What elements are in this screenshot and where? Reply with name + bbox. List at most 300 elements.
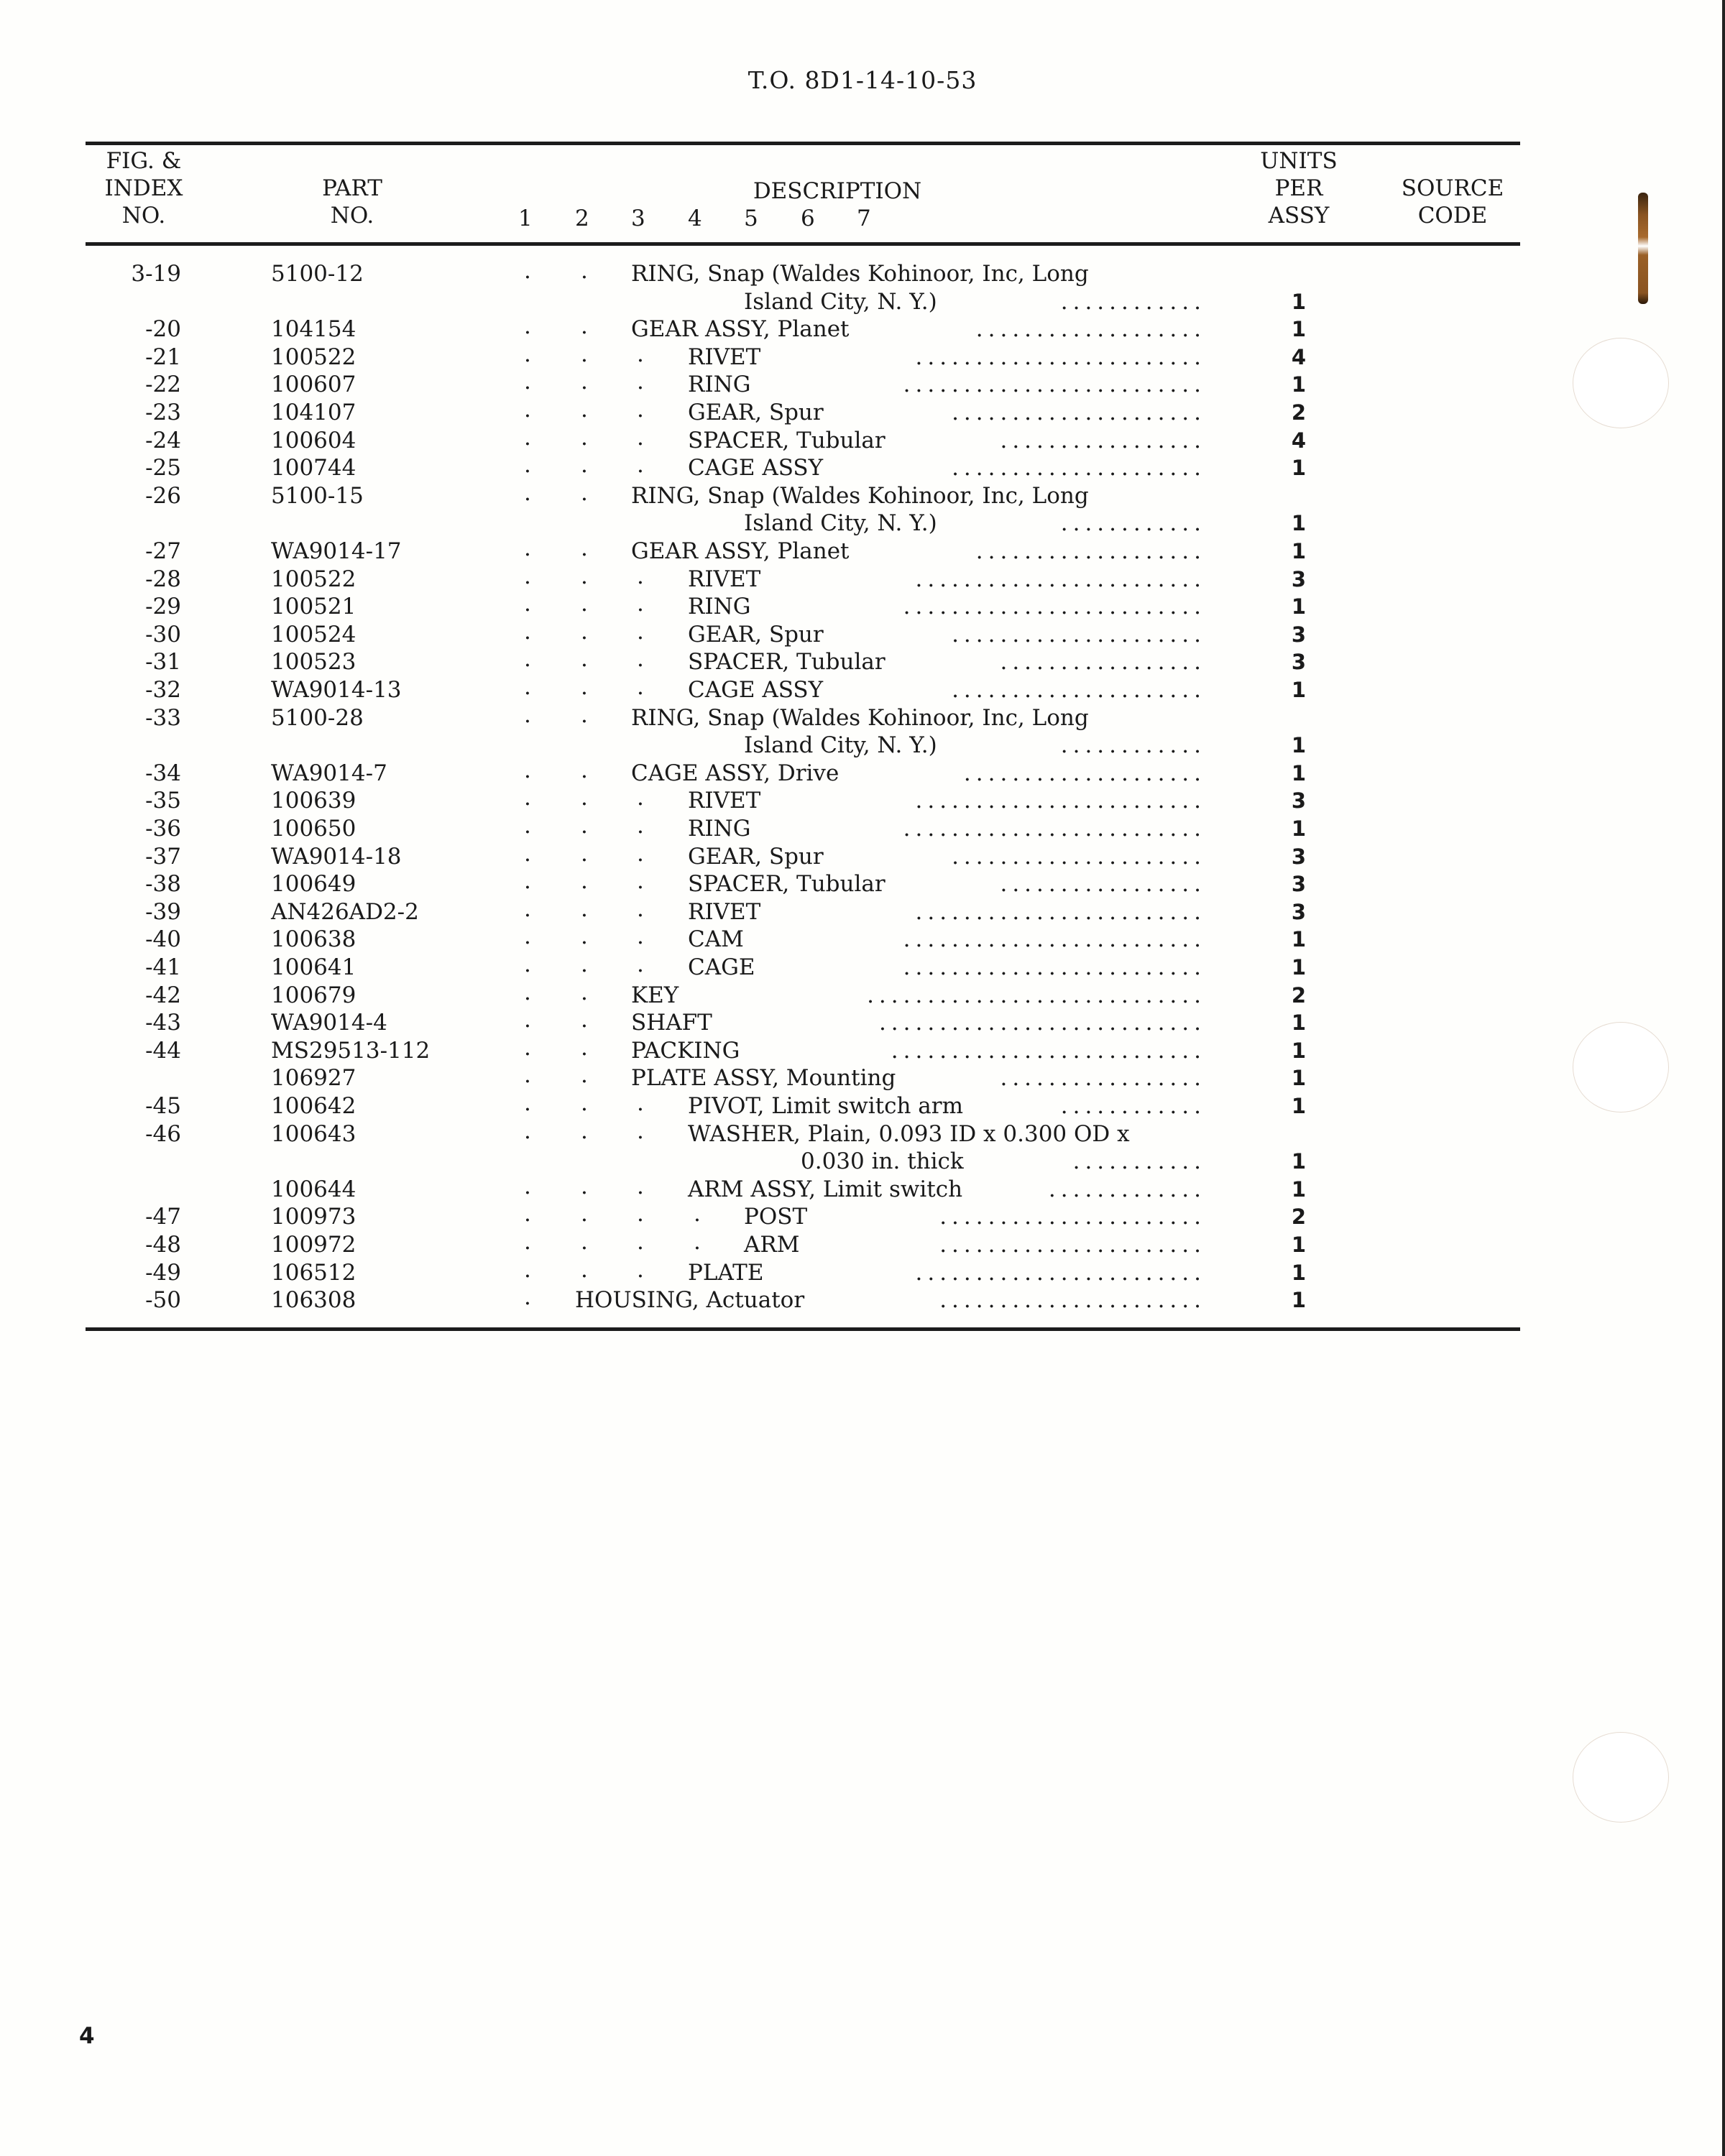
part-description: POST (744, 1204, 808, 1230)
indent-dot: . (637, 452, 644, 479)
part-number: 100607 (271, 372, 356, 398)
part-number: WA9014-18 (271, 843, 402, 870)
dot-leader: ........................ (915, 1259, 1206, 1286)
table-row (0, 870, 1725, 898)
indent-dot: . (581, 618, 588, 645)
fig-index-number: -21 (145, 344, 181, 370)
units-per-assy: 1 (1291, 1066, 1307, 1091)
fig-index-number: -24 (145, 427, 181, 453)
fig-index-number: -28 (145, 566, 181, 592)
indent-dot: . (637, 1090, 644, 1116)
header-line: NO. (121, 203, 166, 229)
indent-dot: . (524, 397, 531, 423)
indent-dot: . (524, 1229, 531, 1255)
fig-index-number: -48 (145, 1232, 181, 1258)
indent-dot: . (581, 868, 588, 895)
part-number: AN426AD2-2 (271, 898, 419, 925)
indent-dot: . (581, 424, 588, 451)
part-description: WASHER, Plain, 0.093 ID x 0.300 OD x (688, 1120, 1130, 1147)
header-line: ASSY (1268, 203, 1330, 229)
fig-index-number: -20 (145, 316, 181, 343)
fig-index-number: -45 (145, 1093, 181, 1119)
dot-leader: ........................... (878, 1010, 1206, 1036)
part-number: 100644 (271, 1176, 356, 1202)
fig-index-number: -46 (145, 1120, 181, 1147)
part-number: WA9014-13 (271, 677, 402, 703)
part-number: 100639 (271, 788, 356, 814)
indent-dot: . (637, 1229, 644, 1255)
part-number: 100679 (271, 982, 356, 1008)
indent-dot: . (637, 840, 644, 867)
dot-leader: ........................ (915, 788, 1206, 814)
units-per-assy: 3 (1291, 899, 1307, 924)
part-description: ARM (744, 1232, 800, 1258)
table-row (0, 701, 1725, 760)
dot-leader: ..................... (952, 677, 1206, 703)
dot-leader: ..................... (952, 400, 1206, 425)
fig-index-number: -47 (145, 1204, 181, 1230)
indent-dot: . (524, 258, 531, 284)
part-description: RIVET (688, 344, 761, 370)
indent-dot: . (581, 813, 588, 839)
dot-leader: ......................... (903, 594, 1206, 620)
dot-leader: ............ (1060, 1093, 1206, 1119)
part-number: 100641 (271, 954, 356, 980)
part-number: 104154 (271, 316, 356, 343)
indent-dot: . (524, 535, 531, 561)
header-line: SOURCE (1401, 175, 1504, 201)
table-row (0, 371, 1725, 399)
units-per-assy: 2 (1291, 982, 1307, 1008)
dot-leader: ............ (1060, 510, 1206, 537)
dot-leader: ..................... (952, 843, 1206, 870)
fig-index-number: -42 (145, 982, 181, 1008)
units-per-assy: 1 (1291, 955, 1307, 980)
indent-dot: . (637, 1256, 644, 1283)
units-per-assy: 1 (1291, 511, 1307, 536)
table-row (0, 618, 1725, 649)
part-description: PLATE ASSY, Mounting (631, 1065, 896, 1092)
indent-dot: . (581, 701, 588, 728)
indent-level-7: 7 (857, 206, 871, 231)
dot-leader: ........................ (915, 566, 1206, 592)
table-row (0, 840, 1725, 871)
table-row (0, 648, 1725, 676)
dot-leader: ......................... (903, 372, 1206, 398)
dot-leader: ........................ (915, 344, 1206, 370)
fig-index-number: -32 (145, 677, 181, 703)
units-per-assy: 1 (1291, 733, 1307, 758)
table-row (0, 923, 1725, 954)
header-line: INDEX (104, 175, 183, 201)
fig-index-number: -25 (145, 455, 181, 482)
part-description: RIVET (688, 898, 761, 925)
indent-dot: . (524, 479, 531, 506)
table-row (0, 563, 1725, 594)
part-description-continued: Island City, N. Y.) (744, 732, 937, 759)
dot-leader: ............ (1060, 288, 1206, 315)
part-description: HOUSING, Actuator (575, 1287, 805, 1314)
part-number: WA9014-7 (271, 760, 387, 786)
part-description: GEAR ASSY, Planet (631, 538, 850, 564)
fig-index-number: -26 (145, 482, 181, 509)
dot-leader: ..................... (952, 455, 1206, 482)
indent-dot: . (524, 313, 531, 340)
dot-leader: ................. (1000, 871, 1206, 898)
indent-dot: . (581, 1034, 588, 1061)
table-row (0, 1256, 1725, 1287)
table-row (0, 1173, 1725, 1204)
indent-dot: . (524, 979, 531, 1005)
part-number: MS29513-112 (271, 1037, 431, 1064)
indent-dot: . (524, 369, 531, 395)
table-row (0, 454, 1725, 482)
part-description-continued: 0.030 in. thick (801, 1148, 964, 1175)
indent-dot: . (524, 646, 531, 673)
indent-dot: . (581, 1256, 588, 1283)
fig-index-number: -23 (145, 400, 181, 425)
table-row (0, 1034, 1725, 1065)
part-number: 100521 (271, 594, 356, 620)
table-row (0, 424, 1725, 455)
header-line: PER (1274, 175, 1323, 201)
units-per-assy: 1 (1291, 317, 1307, 342)
indent-level-1: 1 (518, 206, 533, 231)
indent-dot: . (637, 397, 644, 423)
indent-dot: . (637, 646, 644, 673)
units-per-assy: 3 (1291, 872, 1307, 897)
table-row (0, 676, 1725, 704)
indent-dot: . (581, 1173, 588, 1199)
indent-dot: . (637, 813, 644, 839)
fig-index-number: -41 (145, 954, 181, 980)
indent-dot: . (524, 674, 531, 700)
indent-level-4: 4 (688, 206, 702, 231)
units-per-assy: 3 (1291, 788, 1307, 814)
page-number: 4 (79, 2023, 95, 2049)
fig-index-number: -31 (145, 649, 181, 676)
units-per-assy: 3 (1291, 650, 1307, 675)
fig-index-number: -30 (145, 621, 181, 648)
part-description: GEAR, Spur (688, 400, 824, 425)
part-number: 100973 (271, 1204, 356, 1230)
units-per-assy: 1 (1291, 1260, 1307, 1285)
indent-dot: . (581, 674, 588, 700)
part-description: CAGE ASSY (688, 455, 824, 482)
table-row (0, 479, 1725, 538)
indent-level-5: 5 (744, 206, 758, 231)
document-number: T.O. 8D1-14-10-53 (748, 66, 978, 94)
indent-dot: . (581, 1062, 588, 1089)
part-number: 100744 (271, 455, 356, 482)
part-description: RING (688, 594, 751, 620)
part-number: 106927 (271, 1065, 356, 1092)
indent-dot: . (581, 258, 588, 284)
part-description: CAM (688, 926, 744, 953)
indent-dot: . (694, 1229, 701, 1255)
dot-leader: .......................... (891, 1037, 1206, 1064)
part-description: PIVOT, Limit switch arm (688, 1093, 964, 1119)
indent-dot: . (524, 341, 531, 367)
units-per-assy: 4 (1291, 428, 1307, 453)
indent-dot: . (524, 840, 531, 867)
table-row (0, 787, 1725, 815)
indent-dot: . (524, 923, 531, 950)
indent-dot: . (581, 1090, 588, 1116)
part-number: 5100-12 (271, 261, 364, 287)
part-number: 106512 (271, 1259, 356, 1286)
indent-dot: . (524, 452, 531, 479)
fig-index-number: -37 (145, 843, 181, 870)
units-per-assy: 3 (1291, 844, 1307, 869)
part-description: CAGE (688, 954, 755, 980)
part-description: SHAFT (631, 1010, 712, 1036)
part-number: 100523 (271, 649, 356, 676)
units-per-assy: 1 (1291, 927, 1307, 952)
fig-index-number: -49 (145, 1259, 181, 1286)
units-per-assy: 1 (1291, 760, 1307, 786)
fig-index-number: -36 (145, 816, 181, 842)
part-number: 100604 (271, 427, 356, 453)
indent-dot: . (637, 618, 644, 645)
indent-dot: . (581, 1118, 588, 1144)
header-line: NO. (330, 203, 374, 229)
indent-dot: . (524, 1007, 531, 1033)
indent-dot: . (581, 895, 588, 922)
col-header-description: DESCRIPTION (753, 178, 922, 204)
indent-dot: . (637, 923, 644, 950)
header-line: CODE (1417, 203, 1488, 229)
fig-index-number: -44 (145, 1037, 181, 1064)
fig-index-number: -34 (145, 760, 181, 786)
units-per-assy: 4 (1291, 344, 1307, 369)
indent-dot: . (524, 868, 531, 895)
table-row (0, 1120, 1725, 1176)
indent-dot: . (581, 757, 588, 783)
dot-leader: ........... (1072, 1148, 1206, 1175)
part-number: WA9014-17 (271, 538, 402, 564)
units-per-assy: 1 (1291, 1176, 1307, 1202)
indent-dot: . (581, 785, 588, 811)
part-description: KEY (631, 982, 679, 1008)
units-per-assy: 1 (1291, 372, 1307, 397)
table-row (0, 1203, 1725, 1231)
units-per-assy: 1 (1291, 289, 1307, 314)
dot-leader: ................... (975, 538, 1206, 564)
part-number: 100524 (271, 621, 356, 648)
fig-index-number: -39 (145, 898, 181, 925)
indent-dot: . (694, 1201, 701, 1227)
part-description: RING, Snap (Waldes Kohinoor, Inc, Long (631, 261, 1089, 287)
col-header-fig-index (93, 147, 194, 229)
dot-leader: ......................... (903, 816, 1206, 842)
dot-leader: ............................ (867, 982, 1206, 1008)
dot-leader: ......................... (903, 926, 1206, 953)
units-per-assy: 1 (1291, 1288, 1307, 1313)
fig-index-number: -38 (145, 871, 181, 898)
fig-index-number: -43 (145, 1010, 181, 1036)
indent-dot: . (637, 563, 644, 589)
part-description: SPACER, Tubular (688, 649, 886, 676)
table-row (0, 1092, 1725, 1120)
table-row (0, 535, 1725, 566)
indent-dot: . (581, 369, 588, 395)
indent-dot: . (524, 1090, 531, 1116)
indent-dot: . (524, 757, 531, 783)
indent-dot: . (524, 1062, 531, 1089)
indent-dot: . (581, 479, 588, 506)
fig-index-number: -27 (145, 538, 181, 564)
indent-dot: . (524, 1034, 531, 1061)
units-per-assy: 3 (1291, 566, 1307, 591)
part-number: 5100-28 (271, 704, 364, 731)
part-number: 104107 (271, 400, 356, 425)
indent-dot: . (637, 868, 644, 895)
units-per-assy: 1 (1291, 678, 1307, 702)
indent-dot: . (581, 591, 588, 617)
part-number: 100522 (271, 566, 356, 592)
fig-index-number: -35 (145, 788, 181, 814)
part-description: RING, Snap (Waldes Kohinoor, Inc, Long (631, 704, 1089, 731)
units-per-assy: 1 (1291, 456, 1307, 481)
part-number: 100650 (271, 816, 356, 842)
indent-dot: . (524, 1173, 531, 1199)
part-description: RIVET (688, 566, 761, 592)
part-description: CAGE ASSY, Drive (631, 760, 840, 786)
indent-dot: . (581, 1201, 588, 1227)
table-row (0, 1286, 1725, 1314)
part-number: WA9014-4 (271, 1010, 387, 1036)
binder-stain-mark (1638, 193, 1648, 304)
fig-index-number: -50 (145, 1287, 181, 1314)
units-per-assy: 3 (1291, 622, 1307, 647)
indent-dot: . (637, 1173, 644, 1199)
header-top-rule (86, 142, 1520, 145)
dot-leader: ................. (1000, 1065, 1206, 1092)
header-line: UNITS (1260, 148, 1338, 174)
part-description-continued: Island City, N. Y.) (744, 288, 937, 315)
indent-dot: . (581, 979, 588, 1005)
indent-dot: . (581, 341, 588, 367)
dot-leader: ...................... (939, 1204, 1206, 1230)
table-row (0, 593, 1725, 621)
indent-level-2: 2 (575, 206, 589, 231)
indent-dot: . (581, 1007, 588, 1033)
indent-dot: . (637, 369, 644, 395)
dot-leader: ........................ (915, 898, 1206, 925)
table-row (0, 260, 1725, 315)
part-number: 100643 (271, 1120, 356, 1147)
fig-index-number: -22 (145, 372, 181, 398)
part-number: 5100-15 (271, 482, 364, 509)
part-description: PLATE (688, 1259, 764, 1286)
indent-dot: . (524, 952, 531, 977)
indent-dot: . (581, 840, 588, 867)
indent-dot: . (524, 1284, 531, 1311)
dot-leader: ................... (975, 316, 1206, 343)
indent-dot: . (524, 1201, 531, 1227)
part-number: 100649 (271, 871, 356, 898)
fig-index-number: -40 (145, 926, 181, 953)
col-header-part-no (288, 175, 417, 229)
units-per-assy: 2 (1291, 400, 1307, 425)
indent-dot: . (581, 397, 588, 423)
punch-hole-bottom (1573, 1732, 1669, 1823)
dot-leader: ............. (1048, 1176, 1206, 1202)
indent-dot: . (524, 785, 531, 811)
dot-leader: ...................... (939, 1232, 1206, 1258)
part-description: SPACER, Tubular (688, 871, 886, 898)
fig-index-number: -29 (145, 594, 181, 620)
indent-dot: . (637, 1118, 644, 1144)
indent-dot: . (637, 1201, 644, 1227)
part-description: RING (688, 372, 751, 398)
indent-dot: . (581, 1229, 588, 1255)
header-bottom-rule (86, 242, 1520, 246)
table-row (0, 315, 1725, 344)
units-per-assy: 1 (1291, 539, 1307, 563)
indent-dot: . (581, 952, 588, 977)
indent-dot: . (581, 923, 588, 950)
units-per-assy: 1 (1291, 1094, 1307, 1118)
part-description-continued: Island City, N. Y.) (744, 510, 937, 537)
indent-dot: . (581, 452, 588, 479)
indent-dot: . (637, 674, 644, 700)
table-row (0, 1009, 1725, 1037)
dot-leader: ................. (1000, 427, 1206, 453)
units-per-assy: 1 (1291, 1149, 1307, 1174)
table-row (0, 1231, 1725, 1259)
indent-level-3: 3 (631, 206, 645, 231)
part-description: PACKING (631, 1037, 740, 1064)
page-edge (1722, 0, 1725, 2156)
part-description: GEAR, Spur (688, 621, 824, 648)
part-description: GEAR ASSY, Planet (631, 316, 850, 343)
units-per-assy: 2 (1291, 1204, 1307, 1230)
col-header-units-per-assy (1248, 147, 1349, 229)
units-per-assy: 1 (1291, 1233, 1307, 1257)
indent-dot: . (637, 341, 644, 367)
table-row (0, 895, 1725, 926)
table-bottom-rule (86, 1327, 1520, 1331)
indent-dot: . (524, 701, 531, 728)
part-number: 100638 (271, 926, 356, 953)
fig-index-number: -33 (145, 704, 181, 731)
table-row (0, 399, 1725, 427)
table-row (0, 954, 1725, 982)
units-per-assy: 1 (1291, 594, 1307, 619)
table-row (0, 979, 1725, 1010)
indent-dot: . (581, 646, 588, 673)
table-row (0, 1064, 1725, 1092)
part-description: CAGE ASSY (688, 677, 824, 703)
indent-dot: . (524, 1256, 531, 1283)
part-description: SPACER, Tubular (688, 427, 886, 453)
indent-level-6: 6 (801, 206, 815, 231)
part-number: 100522 (271, 344, 356, 370)
part-description: RING (688, 816, 751, 842)
part-description: RING, Snap (Waldes Kohinoor, Inc, Long (631, 482, 1089, 509)
dot-leader: ..................... (952, 621, 1206, 648)
punch-hole-top (1573, 338, 1669, 428)
indent-dot: . (524, 895, 531, 922)
table-row (0, 757, 1725, 788)
units-per-assy: 1 (1291, 816, 1307, 841)
indent-dot: . (581, 313, 588, 340)
header-line: PART (322, 175, 382, 201)
indent-dot: . (524, 618, 531, 645)
table-row (0, 341, 1725, 372)
